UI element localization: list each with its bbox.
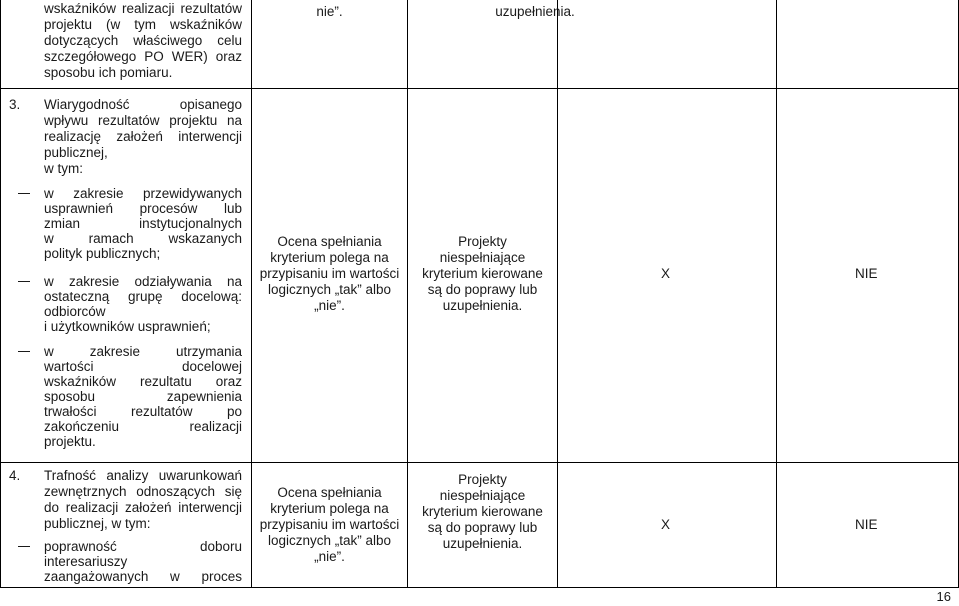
text-line: odbiorców	[44, 304, 106, 319]
row-divider-top	[0, 88, 959, 89]
consequence-text-3	[408, 234, 557, 314]
text-line: wartości docelowej	[44, 359, 242, 374]
text-line: kryterium kierowane	[422, 504, 543, 519]
list-item	[44, 344, 242, 449]
row-divider-middle	[0, 462, 959, 463]
page-number: 16	[936, 589, 951, 604]
criterion-text-4	[44, 468, 242, 532]
mark-x: X	[661, 266, 671, 281]
text-line: „nie”.	[314, 298, 345, 313]
text-line: wpływu rezultatów projektu na	[44, 113, 242, 128]
text-line: w tym:	[44, 161, 83, 176]
text-line: są do poprawy lub	[427, 520, 538, 535]
consequence-tail-top	[300, 4, 600, 20]
text-line: usprawnień procesów lub	[44, 201, 242, 216]
text-line: sposobu ich pomiaru.	[44, 65, 173, 80]
text-line: uzupełnienia.	[495, 4, 575, 19]
text-line: do realizacji założeń interwencji	[44, 500, 242, 515]
dash-bullet	[18, 351, 30, 352]
text-line: sposobu zapewnienia	[44, 389, 242, 404]
text-line: w zakresie utrzymania	[44, 344, 242, 359]
consequence-text-4	[408, 472, 557, 552]
text-line: szczegółowego PO WER) oraz	[44, 49, 242, 64]
text-line: kryterium polega na	[270, 250, 389, 265]
text-line: w zakresie przewidywanych	[44, 186, 242, 201]
col-divider-5	[776, 0, 777, 588]
text-line: zaangażowanych w proces	[44, 569, 242, 584]
text-line: Projekty	[458, 234, 507, 249]
text-line: projektu (w tym wskaźników	[44, 17, 242, 32]
text-line: Projekty	[458, 472, 507, 487]
row-number: 3.	[9, 97, 21, 112]
dash-bullet	[18, 546, 30, 547]
text-line: niespełniające	[439, 488, 526, 503]
text-line: kryterium polega na	[270, 501, 389, 516]
text-line: wskaźników realizacji rezultatów	[44, 1, 242, 16]
text-line: nie”.	[316, 4, 343, 19]
col-divider-1	[0, 0, 1, 588]
mark-x: X	[661, 517, 671, 532]
row-divider-bottom	[0, 587, 959, 588]
criterion-text-top	[44, 1, 242, 81]
list-item	[44, 274, 242, 334]
text-line: „nie”.	[314, 549, 345, 564]
text-line: zmian instytucjonalnych	[44, 216, 242, 231]
text-line: logicznych „tak” albo	[267, 282, 392, 297]
text-line: Trafność analizy uwarunkowań	[44, 468, 242, 483]
assessment-text-3	[252, 234, 407, 314]
list-item	[44, 539, 242, 584]
text-line: w ramach wskazanych	[44, 231, 242, 246]
text-line: przypisaniu im wartości	[259, 266, 400, 281]
text-line: publicznej, w tym:	[44, 516, 151, 531]
text-line: w zakresie odziaływania na	[44, 274, 242, 289]
text-line: uzupełnienia.	[442, 298, 523, 313]
text-line: zewnętrznych odnoszących się	[44, 484, 242, 499]
text-line: trwałości rezultatów po	[44, 404, 242, 419]
text-line: logicznych „tak” albo	[267, 533, 392, 548]
text-line: Ocena spełniania	[277, 234, 382, 249]
text-line: projektu.	[44, 434, 96, 449]
text-line: niespełniające	[439, 250, 526, 265]
text-line: polityk publicznych;	[44, 246, 161, 261]
text-line: ostateczną grupę docelową:	[44, 289, 242, 304]
text-line: zakończeniu realizacji	[44, 419, 242, 434]
mark-nie: NIE	[855, 266, 878, 281]
text-line: są do poprawy lub	[427, 282, 538, 297]
text-line: interesariuszy	[44, 554, 128, 569]
text-line: Ocena spełniania	[277, 485, 382, 500]
col-divider-4	[557, 0, 558, 588]
text-line: realizację założeń interwencji	[44, 129, 242, 144]
mark-nie: NIE	[855, 517, 878, 532]
text-line: i użytkowników usprawnień;	[44, 319, 211, 334]
text-line: uzupełnienia.	[442, 536, 523, 551]
text-line: poprawność doboru	[44, 539, 242, 554]
criterion-text-3	[44, 97, 242, 177]
text-line: wskaźników rezultatu oraz	[44, 374, 242, 389]
text-line: przypisaniu im wartości	[259, 517, 400, 532]
text-line: dotyczących właściwego celu	[44, 33, 242, 48]
dash-bullet	[18, 193, 30, 194]
text-line: Wiarygodność opisanego	[44, 97, 242, 112]
assessment-text-4	[252, 485, 407, 565]
row-number: 4.	[9, 468, 21, 483]
text-line: publicznej,	[44, 145, 108, 160]
dash-bullet	[18, 281, 30, 282]
text-line: kryterium kierowane	[422, 266, 543, 281]
list-item	[44, 186, 242, 261]
